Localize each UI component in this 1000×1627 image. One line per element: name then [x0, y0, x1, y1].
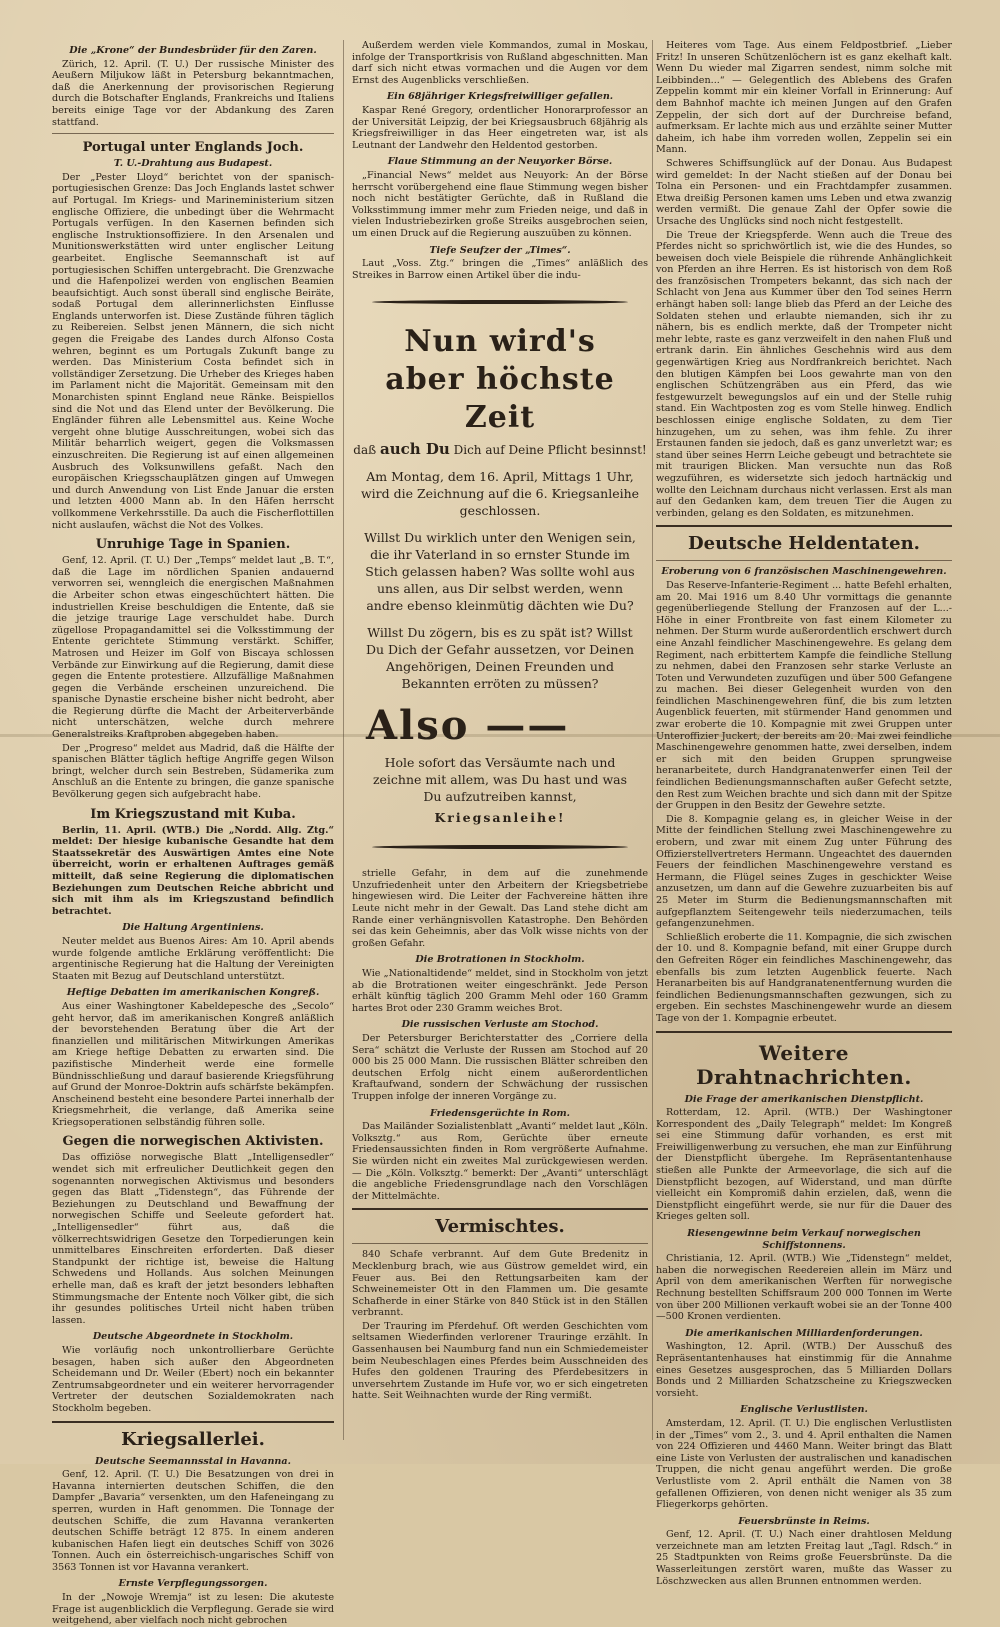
divider: [352, 1208, 648, 1210]
article-text: Neuter meldet aus Buenos Aires: Am 10. April abends wurde folgende amtliche Erklärung veröffentlicht: Die argentinische Regierung hat die Haltung der Vereinigten Staaten mit Bezug auf Deutschland unterstützt.: [52, 935, 334, 982]
column-right: [656, 40, 952, 1587]
article-heading: Tiefe Seufzer der „Times“.: [429, 244, 571, 256]
section-heading: Deutsche Heldentaten.: [688, 533, 920, 555]
article-text: Berlin, 11. April. (WTB.) Die „Nordd. Allg. Ztg.“ meldet: Der hiesige kubanische Gesandte hat dem Staatssekretär des Auswärtigen Amtes eine Note überreicht, worin er erhaltenen Auftrages gemäß mitteilt, daß seine Regierung die diplomatischen Beziehungen zum Deutschen Reiche abbricht und sich mit ihm als im Kriegszustand befindlich betrachtet.: [52, 824, 334, 917]
article-text: Christiania, 12. April. (WTB.) Wie „Tidenstegn“ meldet, haben die norwegischen Reedereien allein im März und April von dem amerikanischen Werften für norwegische Rechnung bestellten Schiffsraum 200 000 Tonnen im Werte von über 200 Millionen verkauft wobei sie an der Tonne 400—500 Kronen verdienten.: [656, 1253, 952, 1323]
ad-paragraph: Am Montag, dem 16. April, Mittags 1 Uhr, wird die Zeichnung auf die 6. Kriegsanleihe geschlossen.: [360, 469, 640, 519]
article-heading: Die Haltung Argentiniens.: [122, 922, 264, 934]
article-heading: Die „Krone“ der Bundesbrüder für den Zaren.: [69, 45, 317, 56]
article-heading: Gegen die norwegischen Aktivisten.: [62, 1134, 324, 1150]
article-text: Außerdem werden viele Kommandos, zumal in Moskau, infolge der Transportkrisis von Rußland abgeschnitten. Man darf sich nicht etwas vormachen und die Augen vor dem Ernst des Augenblicks verschließen.: [352, 40, 648, 86]
article-text: Genf, 12. April. (T. U.) Nach einer drahtlosen Meldung verzeichnete man am letzten Freitag laut „Tagl. Rdsch.“ in 25 Stadtpunkten von Reims große Feuersbrünste. Da die Wasserleitungen zerstört waren, mußte das Wasser zu Löschzwecken aus allen Brunnen entnommen werden.: [656, 1529, 952, 1587]
article-heading: Im Kriegszustand mit Kuba.: [90, 806, 296, 822]
article-heading: Deutsche Abgeordnete in Stockholm.: [92, 1331, 294, 1343]
article-heading: Friedensgerüchte in Rom.: [430, 1107, 570, 1119]
ad-sub-post: Dich auf Deine Pflicht besinnst!: [453, 443, 647, 458]
article-heading: Riesengewinne beim Verkauf norwegischen Schiffstonnens.: [687, 1228, 921, 1251]
ad-headline: [352, 323, 648, 437]
divider: [656, 525, 952, 527]
article-text: Der Petersburger Berichterstatter des „Corriere della Sera“ schätzt die Verluste der Russen am Stochod auf 20 000 bis 25 000 Mann. Die russischen Blätter schreiben den deutschen Erfolg nicht einem außerordentlichen Kraftaufwand, sondern der Schwächung der russischen Truppen infolge der inneren Vorgänge zu.: [352, 1033, 648, 1102]
article-heading: Unruhige Tage in Spanien.: [95, 537, 291, 553]
article-text: 840 Schafe verbrannt. Auf dem Gute Bredenitz in Mecklenburg brach, wie aus Güstrow gemeldet wird, ein Feuer aus. Bei den Rettungsarbeiten kam der Schweinemeister Ott in den Flammen um. Die gesamte Schafherde in einer Stärke von 840 Stück ist in den Ställen verbrannt.: [352, 1249, 648, 1319]
ad-headline-line2: aber höchste Zeit: [385, 362, 615, 436]
ad-closing: Hole sofort das Versäumte nach und zeichne mit allem, was Du hast und was Du aufzutreiben kannst,: [372, 755, 628, 805]
article-text: Genf, 12. April. (T. U.) Der „Temps“ meldet laut „B. T.“, daß die Lage im nördlichen Spanien andauernd verworren sei, wenngleich die energischen Maßnahmen die Arbeiter schon etwas eingeschüchtert hätten. Die industriellen Kreise beschuldigen die Entente, daß sie die jetzige traurige Lage verschuldet habe. Durch zügellose Propagandamittel sei die Volksstimmung der Entente gerichtete Stimmung verstärkt. Schiffer, Matrosen und Heizer im Golf von Biscaya schlossen Verbände zur Einwirkung auf die Regierung, damit diese gegen die Entente protestiere. Allzufällige Maßnahmen gegen die Verbände erscheinen unzureichend. Die spanische Dynastie erscheine bisher nicht bedroht, aber die Regierung dürfte die Macht der Arbeiterverbände nicht unterschätzen, welche durch mehrere Generalstreiks Kraftproben abgegeben haben.: [52, 555, 334, 741]
article-text: Genf, 12. April. (T. U.) Die Besatzungen von drei in Havanna internierten deutschen Schiffen, die den Dampfer „Bavaria“ versenkten, um den Hafeneingang zu sperren, wurden in Haft genommen. Die Tonnage der deutschen Schiffe, die zum Havanna verankerten deutschen Schiffe beträgt 12 875. In einem anderen kubanischen Hafen liegt ein deutsches Schiff von 3026 Tonnen. Auch ein österreichisch-ungarisches Schiff von 3563 Tonnen ist vor Havanna verankert.: [52, 1469, 334, 1573]
article-heading: Die russischen Verluste am Stochod.: [401, 1019, 599, 1031]
article-text: Laut „Voss. Ztg.“ bringen die „Times“ anläßlich des Streikes in Barrow einen Artikel über die indu-: [352, 258, 648, 281]
article-text: Amsterdam, 12. April. (T. U.) Die englischen Verlustlisten in der „Times“ vom 2., 3. und 4. April enthalten die Namen von 224 Offizieren und 4460 Mann. Weiter bringt das Blatt eine Liste von Verlusten der australischen und kanadischen Truppen, die nicht genau angeführt werden. Die große Verlustliste vom 2. April enthält die Namen von 38 gefallenen Offizieren, von denen nicht weniger als 35 zum Fliegerkorps gehörten.: [656, 1417, 952, 1511]
section-heading: Kriegsallerlei.: [121, 1428, 265, 1450]
ornament-rule: [352, 295, 648, 309]
article-text: In der „Nowoje Wremja“ ist zu lesen: Die akuteste Frage ist augenblicklich die Verpflegung. Gerade sie wird weitgehend, aber vielfach noch nicht gebrochen: [52, 1592, 334, 1627]
article-text: Das Reserve-Infanterie-Regiment ... hatte Befehl erhalten, am 20. Mai 1916 um 8.40 Uhr vormittags die genannte gegenüberliegende Stellung der Franzosen auf der L...-Höhe in einer Frontbreite von fast einem Kilometer zu nehmen. Der Sturm wurde außerordentlich erschwert durch eine Anzahl feindlicher Maschinengewehre. Es gelang dem Regiment, nach erbittertem Kampfe die feindliche Stellung zu nehmen, dabei den Franzosen sehr starke Verluste an Toten und Verwundeten zuzufügen und über 500 Gefangene zu machen. Bei dieser Gelegenheit wurden von den feindlichen Maschinengewehren fünf, die bis zum letzten Augenblick feuerten, mit stürmender Hand genommen und zwar eroberte die 10. Kompagnie mit zwei Gruppen unter Unteroffizier Juckert, der bereits am 20. Mai zwei feindliche Maschinengewehre genommen hatte, zwei derselben, indem er sich mit den beiden Gruppen sprungweise heranarbeitete, durch Handgranatenwerfer einen Teil der feindlichen Bedienungsmannschaften außer Gefecht setzte, den Rest zum Weichen brachte und sich dann mit der Spitze der Gruppen in den Besitz der Gewehre setzte.: [656, 579, 952, 812]
ad-paragraph: Willst Du zögern, bis es zu spät ist? Willst Du Dich der Gefahr aussetzen, vor Deinen Angehörigen, Deinen Freunden und Bekannten erröten zu müssen?: [365, 625, 635, 692]
article-text: strielle Gefahr, in dem auf die zunehmende Unzufriedenheit unter den Arbeitern der Kriegsbetriebe hingewiesen wird. Die Leiter der Fachvereine hätten ihre Leute nicht mehr in der Gewalt. Das Land stehe dicht am Rande einer verhängnisvollen Katastrophe. Den Behörden sei das kein Geheimnis, aber das Volk wisse nichts von der großen Gefahr.: [352, 868, 648, 949]
article-heading: Eroberung von 6 französischen Maschinengewehren.: [661, 566, 947, 578]
article-text: Schweres Schiffsunglück auf der Donau. Aus Budapest wird gemeldet: In der Nacht stießen auf der Donau bei Tolna ein Personen- und ein Frachtdampfer zusammen. Etwa dreißig Personen kamen ums Leben und etwa zwanzig werden vermißt. Die genaue Zahl der Opfer sowie die Ursache des Unglücks sind noch nicht festgestellt.: [656, 157, 952, 227]
article-text: „Financial News“ meldet aus Neuyork: An der Börse herrscht vorübergehend eine flaue Stimmung wegen bisher noch nicht bestätigter Gerüchte, daß in Rußland die Volksstimmung immer mehr zum Frieden neige, und daß in vielen Industriebezirken große Streiks ausgebrochen seien, um einen Druck auf die Regierung auszuüben zu können.: [352, 169, 648, 239]
article-text: Wie vorläufig noch unkontrollierbare Gerüchte besagen, haben sich außer den Abgeordneten Scheidemann und Dr. Weiler (Ebert) noch ein bekannter Zentrumsabgeordneter und ein weiterer hervorragender Vertreter der deutschen Sozialdemokraten nach Stockholm begeben.: [52, 1344, 334, 1414]
divider: [656, 1031, 952, 1033]
article-heading: Deutsche Seemannsstal in Havanna.: [95, 1455, 291, 1467]
ad-headline-line1: Nun wird's: [404, 324, 596, 360]
article-heading: Ernste Verpflegungssorgen.: [118, 1578, 268, 1590]
article-text: Das Mailänder Sozialistenblatt „Avanti“ meldet laut „Köln. Volksztg.“ aus Rom, Gerüchte über erneute Friedensaussichten finden in Rom vergrößerte Aufnahme. Sie würden nicht ein zweites Mal zurückgewiesen werden. — Die „Köln. Volksztg.“ bemerkt: Der „Avanti“ unterschlägt die angebliche Friedensgrundlage nach den Vorschlägen der Mittelmächte.: [352, 1121, 648, 1202]
article-text: Rotterdam, 12. April. (WTB.) Der Washingtoner Korrespondent des „Daily Telegraph“ meldet: Im Kongreß sei eine Stimmung dafür vorhanden, es erst mit Freiwilligenwerbung zu versuchen, ehe man zur Einführung der Dienstpflicht übergehe. Im Repräsentantenhause stießen alle Punkte der Armeevorlage, die sich auf die Dienstpflicht bezogen, auf Widerstand, und man dürfte vielleicht ein Kompromiß dahin erzielen, daß, wenn die Dienstpflicht eingeführt werde, sie nur für die Dauer des Krieges gelten soll.: [656, 1107, 952, 1223]
article-text: Kaspar René Gregory, ordentlicher Honorarprofessor an der Universität Leipzig, der bei Kriegsausbruch 68jährig als Kriegsfreiwilliger in das Heer eingetreten war, ist als Leutnant der Landwehr den Heldentod gestorben.: [352, 104, 648, 151]
column-middle: [352, 40, 648, 1450]
ad-also: Also ——: [366, 702, 570, 750]
article-heading: Englische Verlustlisten.: [740, 1404, 868, 1416]
article-text: Der „Progreso“ meldet aus Madrid, daß die Hälfte der spanischen Blätter täglich heftige Angriffe gegen Wilson bringt, welcher durch sein Bestreben, Südamerika zum Anschluß an die Entente zu bringen, die ganze spanische Bevölkerung gegen sich aufgebracht habe.: [52, 742, 334, 801]
divider: [352, 1243, 648, 1244]
ornament-rule: [352, 840, 648, 854]
article-heading: Heftige Debatten im amerikanischen Kongreß.: [66, 987, 320, 999]
article-heading: Die Frage der amerikanischen Dienstpflicht.: [684, 1093, 924, 1105]
war-loan-advertisement: [352, 295, 648, 854]
section-heading: Weitere Drahtnachrichten.: [696, 1040, 912, 1089]
ad-sub-pre: daß: [353, 443, 377, 458]
dateline: T. U.-Drahtung aus Budapest.: [113, 158, 273, 170]
article-text: Washington, 12. April. (WTB.) Der Ausschuß des Repräsentantenhauses hat einstimmig für die Annahme eines Gesetzes ausgesprochen, das 5 Milliarden Dollars Bonds und 2 Milliarden Schatzscheine zu Kriegszwecken vorsieht.: [656, 1341, 952, 1399]
article-text: Die Treue der Kriegspferde. Wenn auch die Treue des Pferdes nicht so sprichwörtlich ist, wie die des Hundes, so beweisen doch viele Beispiele die rührende Anhänglichkeit von Pferden an ihre Herren. Es ist historisch von dem Roß des französischen Trompeters bekannt, das sich nach der Schlacht von Jena aus Kummer über den Tod seines Herrn erhängt haben soll: lange blieb das Pferd an der Leiche des Soldaten stehen und erlaubte niemanden, sich ihr zu nähern, bis es endlich merkte, daß der Trompeter nicht mehr lebte, raste es ganz verzweifelt in den nahen Fluß und ertrank darin. Ein ähnliches Geschehnis wird aus dem gegenwärtigen Krieg aus Nordfrankreich berichtet. Nach den blutigen Kämpfen bei Loos gewahrte man von den englischen Schützengräben aus ein Pferd, das wie festgewurzelt bewegungslos auf ein und der Stelle ruhig stand. Ein Wachtposten zog es vom Stelle hinweg. Endlich beschlossen einige englische Soldaten, zu dem Tier hinzugehen, um zu sehen, was ihm fehle. Zu ihrer Erstaunen fanden sie jedoch, daß es ganz unverletzt war; es stand über seines Herrn Leiche gebeugt und betrachtete sie mit traurigen Blicken. Man versuchte nun das Roß wegzuführen, es widersetzte sich jedoch hartnäckig und wollte den Leichnam durchaus nicht verlassen. Erst als man auf den Gedanken kam, dem treuen Tier die Augen zu verbinden, gelang es den Soldaten, es mitzunehmen.: [656, 229, 952, 519]
article-text: Schließlich eroberte die 11. Kompagnie, die sich zwischen der 10. und 8. Kompagnie befand, mit einer Gruppe durch den Gefreiten Röger ein feindliches Maschinengewehr, das ebenfalls bis zum letzten Augenblick feuerte. Nach Heranarbeiten bis auf Handgranatenentfernung wurden die feindlichen Bedienungsmannschaften gezwungen, sich zu ergeben. Ein sechstes Maschinengewehr wurde an diesem Tage von der 1. Kompagnie erbeutet.: [656, 931, 952, 1024]
section-heading: Vermischtes.: [435, 1216, 565, 1238]
column-rule: [652, 40, 653, 1440]
article-heading: Die Brotrationen in Stockholm.: [415, 954, 585, 966]
article-text: Der „Pester Lloyd“ berichtet von der spanisch-portugiesischen Grenze: Das Joch Englands lastet schwer auf Portugal. Im Kriegs- und Marineministerium sitzen englische Offiziere, die unbedingt über die Wehrmacht Portugals verfügen. In den Kasernen befinden sich englische Instruktionsoffiziere. In den Arsenalen und Munitionswerkstätten wird unter englischer Leitung gearbeitet. Englische Seemannschaft ist auf portugiesischen Schiffen untergebracht. Die Grenzwache und die Hafenpolizei werden von englischen Beamien beaufsichtigt. Auch sonst überall sind englische Beiräte, sodaß Portugal dem allerinnerlichsten Einflusse Englands unterworfen ist. Diese Zustände führen täglich zu Reibereien. Selbst jenen Männern, die sich nicht gegen die Freigabe des Landes durch Alfonso Costa wehren, beginnt es um Portugals Zukunft bange zu werden. Das Ministerium Costa befindet sich in vollständiger Zersetzung. Die Urheber des Krieges haben im Parlament nicht die Majorität. Gemeinsam mit den Monarchisten spinnt England neue Ränke. Beispiellos sind die Not und das Elend unter der Bevölkerung. Die Engländer führen alle Lebensmittel aus. Keine Woche vergeht ohne blutige Ausschreitungen, wobei sich das Militär beharrlich weigert, gegen die Volksmassen einzuschreiten. Die Regierung ist auf einen allgemeinen Ausbruch des Volksunwillens gefaßt. Nach den europäischen Kriegsschauplätzen gingen auf Umwegen und durch Anwendung von List Ende Januar die ersten und letzten 4000 Mann ab. In den Häfen herrscht vollkommene Verkehrsstille. Da auch die Fischerflottillen nicht auslaufen, wächst die Not des Volkes.: [52, 171, 334, 531]
article-text: Wie „Nationaltidende“ meldet, sind in Stockholm von jetzt ab die Brotrationen weiter eingeschränkt. Jede Person erhält künftig täglich 200 Gramm Mehl oder 160 Gramm hartes Brot oder 230 Gramm weiches Brot.: [352, 968, 648, 1014]
article-heading: Die amerikanischen Milliardenforderungen.: [685, 1327, 923, 1339]
column-left: [52, 40, 334, 1627]
article-text: Der Trauring im Pferdehuf. Oft werden Geschichten vom seltsamen Wiederfinden verlorener Trauringe erzählt. In Gassenhausen bei Naumburg fand nun ein Schmiedemeister beim Neubeschlagen eines Pferdes beim Ausschneiden des Hufes den goldenen Trauring des Pferdebesitzers in unversehrtem Zustande im Hufe vor, wo er sich eingetreten hatte. Seit Weihnachten wurde der Ring vermißt.: [352, 1320, 648, 1402]
article-heading: Flaue Stimmung an der Neuyorker Börse.: [387, 156, 613, 168]
divider: [52, 1421, 334, 1423]
article-text: Heiteres vom Tage. Aus einem Feldpostbrief. „Lieber Fritz! In unseren Schützenlöchern ist es ganz ekelhaft kalt. Wenn Du wieder mal Zigarren sendest, nimm solche mit Leibbinden...“ — Gelegentlich des Ablebens des Grafen Zeppelin kommt mir ein kleiner Vorfall in Erinnerung: Auf dem Bahnhof machte ich meinen Jungen auf den Grafen Zeppelin, der sich dort auf der Durchreise befand, aufmerksam. Er lachte mich aus und erzählte seiner Mutter daheim, ich habe ihm vorreden wollen, Zeppelin sei ein Mann.: [656, 40, 952, 156]
article-heading: Feuersbrünste in Reims.: [738, 1515, 870, 1527]
ad-tagline: Kriegsanleihe!: [434, 810, 566, 826]
ad-paragraph: Willst Du wirklich unter den Wenigen sein, die ihr Vaterland in so ernster Stunde im Stich gelassen haben? Was sollte wohl aus uns allen, aus Dir selbst werden, wenn andre ebenso kleinmütig dächten wie Du?: [364, 530, 636, 614]
article-text: Zürich, 12. April. (T. U.) Der russische Minister des Aeußern Miljukow läßt in Petersburg bekanntmachen, daß die Anerkennung der provisorischen Regierung durch die Botschafter Englands, Frankreichs und Italiens bereits einige Tage vor der Abdankung des Zaren stattfand.: [52, 58, 334, 128]
article-text: Die 8. Kompagnie gelang es, in gleicher Weise in der Mitte der feindlichen Stellung zwei Maschinengewehre zu erobern, und zwar mit einem Zug unter Führung des Offizierstellvertreters Hermann. Ungeachtet des dauernden Feuers der feindlichen Maschinengewehre verstand es Hermann, die Flügel seines Zuges in geschickter Weise anzusetzen, um dann auf die Gewehre zuzuarbeiten bis auf 25 Meter im Sturm die Bedienungsmannschaften mit aufgepflanztem Seitengewehr teils niederzumachen, teils gefangenzunehmen.: [656, 813, 952, 930]
divider: [656, 560, 952, 561]
article-text: Aus einer Washingtoner Kabeldepesche des „Secolo“ geht hervor, daß im amerikanischen Kongreß anläßlich der bevorstehenden Beratung über die Art der finanziellen und militärischen Mitwirkungen Amerikas am Kriege heftige Debatten zu erwarten sind. Die pazifistische Minderheit werde eine formelle Bündnisschließung und darauf basierende Kriegsführung auf Grund der Monroe-Doktrin aufs schärfste bekämpfen. Anscheinend besteht eine besondere Partei innerhalb der Kriegsmehrheit, die verlange, daß Amerika seine Kriegsoperationen selbständig führen solle.: [52, 1000, 334, 1128]
ad-subheadline: [352, 441, 648, 458]
article-text: Das offiziöse norwegische Blatt „Intelligensedler“ wendet sich mit erfreulicher Deutlichkeit gegen den sogenannten norwegischen Aktivismus und besonders gegen das Blatt „Tidenstegn“, das Führende der Beziehungen zu Deutschland und Bewaffnung der norwegischen Schiffe und Seeleute gefordert hat. „Intelligensedler“ führt aus, daß die völkerrechtswidrigen Gesetze den Torpedierungen kein unmittelbares Einschreiten erforderten. Daß dieser Standpunkt der richtige ist, beweise die Haltung Schwedens und Hollands. Aus solchen Meinungen erhelle man, daß es kraft der jetzt besonders lebhaften Stimmungsmache der Entente noch Völker gibt, die sich ihr gesundes politisches Urteil nicht haben trüben lassen.: [52, 1152, 334, 1326]
ad-sub-bold: auch Du: [379, 440, 450, 459]
divider: [52, 133, 334, 134]
column-rule: [343, 40, 344, 1440]
article-heading: Ein 68jähriger Kriegsfreiwilliger gefallen.: [386, 91, 614, 103]
article-heading: Portugal unter Englands Joch.: [82, 140, 304, 156]
